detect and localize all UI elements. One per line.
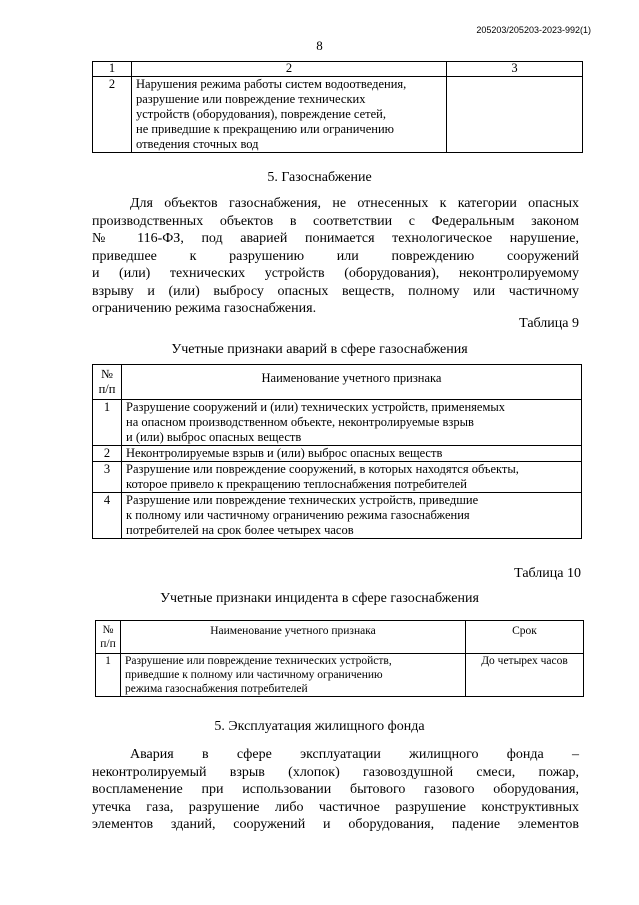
paragraph-line: Для объектов газоснабжения, не отнесенных к категории опасных [130, 196, 579, 211]
row-line: Разрушение сооружений и (или) технических устройств, применяемых [126, 400, 506, 414]
header-num-line: п/п [100, 638, 116, 650]
table9 [92, 364, 582, 539]
row-line: Нарушения режима работы систем водоотведения, [136, 77, 407, 91]
row-col3 [447, 77, 583, 153]
paragraph-line: производственных объектов в соответствии с Федеральным законом [92, 213, 579, 229]
row-number: 1 [96, 654, 121, 697]
table-row [93, 493, 582, 539]
table10-title: Учетные признаки инцидента в сфере газоснабжения [160, 591, 479, 606]
header-name: Наименование учетного признака [122, 365, 582, 400]
paragraph-line: утечка газа, разрушение либо частичное разрушение конструктивных [92, 799, 579, 815]
document-id: 205203/205203-2023-992(1) [476, 25, 591, 35]
row-line: Разрушение или повреждение технических устройств, приведшие [126, 493, 479, 507]
row-number: 2 [93, 446, 122, 462]
gas-paragraph [92, 195, 579, 318]
column-header-1: 1 [93, 62, 132, 77]
table10 [95, 620, 584, 697]
paragraph-line: № 116-ФЗ, под аварией понимается технологическое нарушение, [92, 231, 579, 246]
header-name: Наименование учетного признака [121, 621, 466, 654]
header-num [96, 621, 121, 654]
row-number: 2 [93, 77, 132, 153]
row-line: и (или) выброс опасных веществ [126, 430, 302, 444]
water-table-continuation [92, 61, 583, 153]
paragraph-line: неконтролируемый взрыв (хлопок) газовоздушной смеси, пожар, [92, 764, 579, 780]
section-title-housing: 5. Эксплуатация жилищного фонда [214, 719, 425, 734]
header-num-line: № [102, 624, 114, 636]
row-line: приведшие к полному или частичному ограничению [125, 669, 383, 681]
row-line: устройств (оборудования), повреждение сетей, [136, 107, 386, 121]
row-text [122, 400, 582, 446]
row-text [122, 493, 582, 539]
column-header-3: 3 [447, 62, 583, 77]
row-line: Разрушение или повреждение сооружений, в которых находятся объекты, [126, 462, 519, 476]
paragraph-line: взрыву и (или) выбросу опасных веществ, полному или частичному [92, 283, 579, 299]
column-header-2: 2 [132, 62, 447, 77]
row-text [121, 654, 466, 697]
paragraph-line: Авария в сфере эксплуатации жилищного фонда – [130, 747, 579, 762]
table-row [93, 446, 582, 462]
row-line: не приведшие к прекращению или ограничению [136, 122, 394, 136]
paragraph-line: элементов зданий, сооружений и оборудования, падение элементов [92, 817, 579, 832]
row-line: разрушение или повреждение технических [136, 92, 366, 106]
row-number: 1 [93, 400, 122, 446]
row-line: к полному или частичному ограничению режима газоснабжения [126, 508, 470, 522]
row-line: режима газоснабжения потребителей [125, 683, 308, 695]
row-number: 4 [93, 493, 122, 539]
header-num [93, 365, 122, 400]
page-number: 8 [316, 38, 323, 53]
paragraph-line: ограничению режима газоснабжения. [92, 301, 317, 316]
paragraph-line: воспламенение при использовании бытового газового оборудования, [92, 782, 579, 797]
row-line: на опасном производственном объекте, неконтролируемые взрыв [126, 415, 474, 429]
row-number: 3 [93, 462, 122, 493]
row-line: которое привело к прекращению теплоснабжения потребителей [126, 477, 467, 491]
row-text [122, 446, 582, 462]
table9-label: Таблица 9 [519, 316, 579, 331]
row-line: Разрушение или повреждение технических устройств, [125, 655, 392, 667]
paragraph-line: приведшее к разрушению или повреждению сооружений [92, 248, 579, 264]
row-line: потребителей на срок более четырех часов [126, 523, 354, 537]
row-text [132, 77, 447, 153]
header-num-line: п/п [98, 382, 116, 396]
table-row [96, 654, 584, 697]
table10-label: Таблица 10 [514, 566, 581, 581]
row-line: отведения сточных вод [136, 137, 259, 151]
paragraph-line: и (или) технических устройств (оборудования), неконтролируемому [92, 266, 579, 281]
header-term: Срок [466, 621, 584, 654]
header-num-line: № [101, 367, 113, 381]
section-title-gas: 5. Газоснабжение [267, 170, 372, 185]
row-text [122, 462, 582, 493]
table9-title: Учетные признаки аварий в сфере газоснабжения [171, 342, 468, 357]
row-term: До четырех часов [466, 654, 584, 697]
table-row [93, 462, 582, 493]
housing-paragraph [92, 746, 579, 834]
table-row [93, 400, 582, 446]
row-line: Неконтролируемые взрыв и (или) выброс опасных веществ [126, 446, 443, 460]
